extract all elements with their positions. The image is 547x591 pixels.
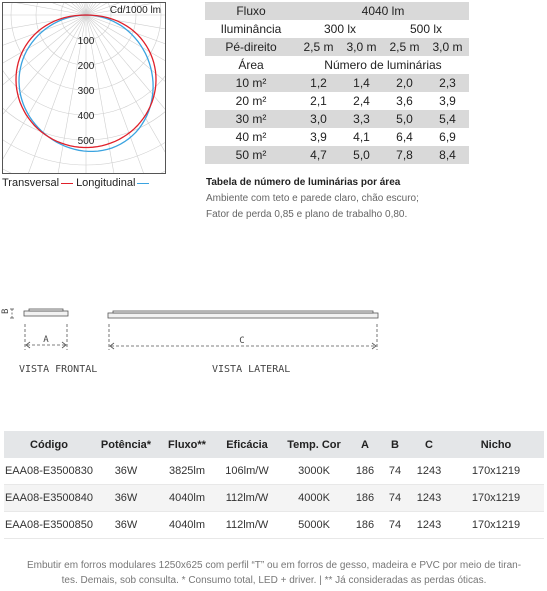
cell-a: 186 (350, 458, 380, 485)
polar-unit-label: Cd/1000 lm (109, 5, 161, 16)
ring-label: 400 (77, 111, 95, 122)
count-cell: 5,0 (340, 146, 383, 164)
cell-c: 1243 (410, 458, 448, 485)
footer-note (20, 558, 528, 588)
caption-note: Ambiente com teto e parede claro, chão escuro; (206, 193, 419, 204)
cell-c: 1243 (410, 485, 448, 512)
caption-note: Fator de perda 0,85 e plano de trabalho 0,80. (206, 209, 408, 220)
footer-line: tes. Demais, sob consulta. * Consumo total, LED + driver. | ** Já consideradas as perdas óticas. (61, 575, 487, 586)
luminaires-table (205, 2, 469, 164)
count-cell: 7,8 (383, 146, 426, 164)
illuminance-300: 300 lx (297, 20, 383, 38)
polar-radial-line (86, 15, 155, 174)
legend-transversal-swatch (61, 183, 73, 184)
area-cell: 50 m² (205, 146, 297, 164)
cell-temp-cor: 5000K (278, 512, 350, 539)
cell-codigo: EAA08-E3500840 (4, 485, 94, 512)
count-cell: 3,9 (426, 92, 469, 110)
count-cell: 4,1 (340, 128, 383, 146)
col-header-b: B (380, 431, 410, 458)
area-cell: 30 m² (205, 110, 297, 128)
count-cell: 3,0 (297, 110, 340, 128)
col-header-a: A (350, 431, 380, 458)
front-view-label: VISTA FRONTAL (19, 364, 98, 375)
height-cell: 3,0 m (426, 38, 469, 56)
col-header-codigo: Código (4, 431, 94, 458)
count-cell: 4,7 (297, 146, 340, 164)
count-label: Número de luminárias (297, 56, 469, 74)
cell-fluxo: 4040lm (158, 485, 216, 512)
area-cell: 10 m² (205, 74, 297, 92)
count-cell: 2,3 (426, 74, 469, 92)
legend-transversal: Transversal (2, 177, 60, 189)
count-cell: 5,0 (383, 110, 426, 128)
col-header-nicho: Nicho (448, 431, 544, 458)
cell-fluxo: 4040lm (158, 512, 216, 539)
area-cell: 40 m² (205, 128, 297, 146)
col-header-temp-cor: Temp. Cor (278, 431, 350, 458)
area-cell: 20 m² (205, 92, 297, 110)
cell-temp-cor: 4000K (278, 485, 350, 512)
cell-codigo: EAA08-E3500850 (4, 512, 94, 539)
flux-label: Fluxo (205, 2, 297, 20)
ceiling-height-label: Pé-direito (205, 38, 297, 56)
table-row (4, 458, 544, 485)
cell-eficacia: 106lm/W (216, 458, 278, 485)
cell-nicho: 170x1219 (448, 458, 544, 485)
cell-a: 186 (350, 512, 380, 539)
front-view-drawing (24, 309, 68, 316)
illuminance-500: 500 lx (383, 20, 469, 38)
cell-c: 1243 (410, 512, 448, 539)
flux-value: 4040 lm (297, 2, 469, 20)
cell-a: 186 (350, 485, 380, 512)
col-header-fluxo: Fluxo** (158, 431, 216, 458)
height-cell: 3,0 m (340, 38, 383, 56)
table-row (4, 512, 544, 539)
footer-line: Embutir em forros modulares 1250x625 com perfil “T” ou em forros de gesso, madeira e PVC por meio de tiran- (26, 560, 522, 571)
count-cell: 2,4 (340, 92, 383, 110)
polar-radial-line (2, 15, 86, 152)
count-cell: 8,4 (426, 146, 469, 164)
cell-potencia: 36W (94, 512, 158, 539)
count-cell: 3,6 (383, 92, 426, 110)
cell-potencia: 36W (94, 458, 158, 485)
side-view-drawing (108, 311, 378, 318)
polar-legend (2, 177, 152, 189)
cell-fluxo: 3825lm (158, 458, 216, 485)
col-header-c: C (410, 431, 448, 458)
height-cell: 2,5 m (297, 38, 340, 56)
cell-temp-cor: 3000K (278, 458, 350, 485)
ring-label: 500 (77, 136, 95, 147)
dim-b-label: B (1, 308, 11, 314)
table-caption (206, 175, 419, 223)
height-cell: 2,5 m (383, 38, 426, 56)
cell-eficacia: 112lm/W (216, 485, 278, 512)
legend-longitudinal: Longitudinal (76, 177, 136, 189)
cell-codigo: EAA08-E3500830 (4, 458, 94, 485)
count-cell: 6,9 (426, 128, 469, 146)
dim-a-label: A (43, 335, 49, 345)
cell-b: 74 (380, 458, 410, 485)
cell-potencia: 36W (94, 485, 158, 512)
ring-label: 100 (77, 36, 95, 47)
area-label: Área (205, 56, 297, 74)
dim-c-label: C (239, 336, 245, 346)
cell-nicho: 170x1219 (448, 512, 544, 539)
col-header-potencia: Potência* (94, 431, 158, 458)
cell-eficacia: 112lm/W (216, 512, 278, 539)
count-cell: 6,4 (383, 128, 426, 146)
cell-nicho: 170x1219 (448, 485, 544, 512)
count-cell: 3,9 (297, 128, 340, 146)
polar-chart (2, 2, 166, 174)
count-cell: 5,4 (426, 110, 469, 128)
count-cell: 3,3 (340, 110, 383, 128)
illuminance-label: Iluminância (205, 20, 297, 38)
legend-longitudinal-swatch (137, 183, 149, 184)
col-header-eficacia: Eficácia (216, 431, 278, 458)
caption-title: Tabela de número de luminárias por área (206, 177, 401, 188)
count-cell: 1,2 (297, 74, 340, 92)
product-table (4, 431, 544, 539)
polar-radial-line (2, 2, 86, 15)
ring-label: 300 (77, 86, 95, 97)
cell-b: 74 (380, 512, 410, 539)
dimension-drawings (0, 300, 547, 360)
side-view-label: VISTA LATERAL (212, 364, 291, 375)
table-row (4, 485, 544, 512)
ring-label: 200 (77, 61, 95, 72)
count-cell: 2,1 (297, 92, 340, 110)
count-cell: 1,4 (340, 74, 383, 92)
cell-b: 74 (380, 485, 410, 512)
count-cell: 2,0 (383, 74, 426, 92)
